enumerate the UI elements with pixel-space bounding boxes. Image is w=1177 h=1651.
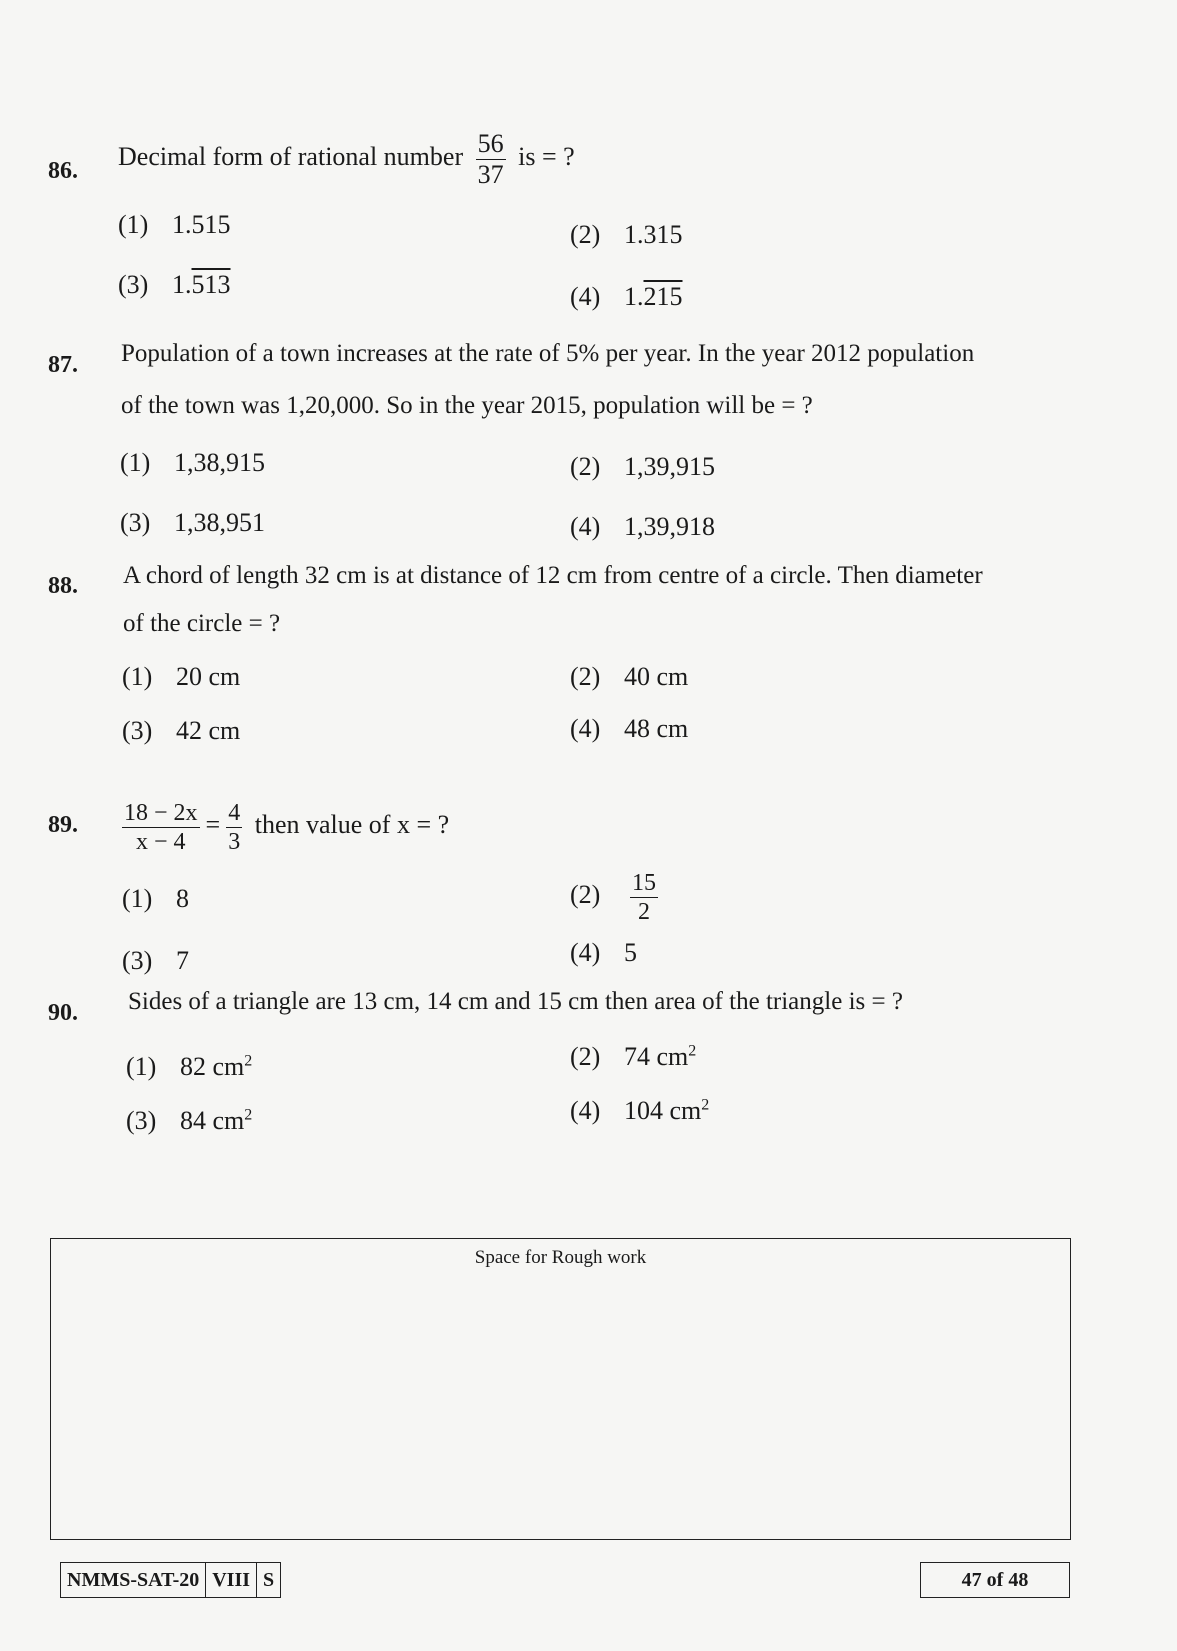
fraction-denominator: 37 xyxy=(477,159,504,189)
option-value: 84 cm xyxy=(180,1106,245,1135)
option-label: (3) xyxy=(122,946,153,975)
option-value-repeating: 513 xyxy=(191,270,231,299)
question-text-line-1: Population of a town increases at the rate of 5% per year. In the year 2012 population xyxy=(121,340,975,367)
option-label: (4) xyxy=(570,1096,601,1125)
option-value: 1,39,918 xyxy=(624,512,715,541)
question-text-after: is = ? xyxy=(518,142,575,171)
fraction-numerator: 56 xyxy=(477,128,504,158)
option-label: (1) xyxy=(126,1052,157,1081)
option-value: 74 cm xyxy=(624,1042,689,1071)
option-value: 42 cm xyxy=(176,716,241,745)
option-label: (1) xyxy=(118,210,149,239)
rhs-denominator: 3 xyxy=(228,828,241,855)
option-label: (4) xyxy=(570,282,601,311)
option-value: 82 cm xyxy=(180,1052,245,1081)
option-label: (1) xyxy=(120,448,151,477)
option-3[interactable] xyxy=(126,1106,252,1136)
option-2[interactable] xyxy=(570,1042,696,1072)
option-value: 1,38,951 xyxy=(174,508,265,537)
question-text-before: Decimal form of rational number xyxy=(118,142,464,171)
page-number: 47 of 48 xyxy=(920,1562,1070,1598)
question-text xyxy=(118,122,575,192)
option-label: (3) xyxy=(118,270,149,299)
footer-exam-code xyxy=(60,1562,281,1598)
fraction-numerator: 15 xyxy=(632,869,656,896)
fraction xyxy=(476,129,506,190)
option-4[interactable] xyxy=(570,714,688,744)
option-label: (3) xyxy=(126,1106,157,1135)
option-4[interactable] xyxy=(570,512,715,542)
exam-class: VIII xyxy=(205,1563,256,1597)
option-1[interactable] xyxy=(118,210,231,240)
option-value: 1,38,915 xyxy=(174,448,265,477)
option-value: 8 xyxy=(176,884,189,913)
question-number: 90. xyxy=(48,1000,78,1026)
option-value-prefix: 1. xyxy=(624,282,644,311)
option-value: 5 xyxy=(624,938,637,967)
option-value: 1.515 xyxy=(172,210,231,239)
option-1[interactable] xyxy=(122,884,189,914)
option-4[interactable] xyxy=(570,938,637,968)
option-value: 40 cm xyxy=(624,662,689,691)
question-number: 87. xyxy=(48,352,78,378)
option-value: 48 cm xyxy=(624,714,689,743)
option-superscript: 2 xyxy=(701,1096,710,1114)
exam-set: S xyxy=(256,1563,280,1597)
question-text-line-2: of the town was 1,20,000. So in the year 2015, population will be = ? xyxy=(121,392,813,419)
rough-work-area xyxy=(50,1238,1071,1540)
option-superscript: 2 xyxy=(244,1106,253,1124)
question-equation xyxy=(122,790,449,860)
fraction-denominator: 2 xyxy=(638,898,650,925)
option-2[interactable] xyxy=(570,452,715,482)
option-2[interactable] xyxy=(570,220,683,250)
rhs-numerator: 4 xyxy=(228,799,241,826)
option-label: (4) xyxy=(570,938,601,967)
option-value: 104 cm xyxy=(624,1096,702,1125)
lhs-denominator: x − 4 xyxy=(136,828,186,855)
option-value: 7 xyxy=(176,946,189,975)
option-4[interactable] xyxy=(570,282,683,312)
option-label: (2) xyxy=(570,452,601,481)
option-1[interactable] xyxy=(126,1052,252,1082)
option-superscript: 2 xyxy=(688,1042,697,1060)
question-number: 88. xyxy=(48,573,78,599)
option-label: (2) xyxy=(570,1042,601,1071)
option-3[interactable] xyxy=(118,270,231,300)
option-value: 1,39,915 xyxy=(624,452,715,481)
lhs-fraction xyxy=(122,799,200,856)
question-text-line-2: of the circle = ? xyxy=(123,610,281,637)
option-1[interactable] xyxy=(120,448,265,478)
option-1[interactable] xyxy=(122,662,240,692)
option-value-prefix: 1. xyxy=(172,270,192,299)
option-label: (2) xyxy=(570,880,601,909)
option-value: 1.315 xyxy=(624,220,683,249)
option-label: (4) xyxy=(570,714,601,743)
option-fraction xyxy=(630,869,658,926)
equals-sign: = xyxy=(205,810,221,839)
question-text: Sides of a triangle are 13 cm, 14 cm and 15 cm then area of the triangle is = ? xyxy=(128,988,903,1015)
lhs-numerator: 18 − 2x xyxy=(124,799,198,826)
option-label: (2) xyxy=(570,662,601,691)
option-value: 20 cm xyxy=(176,662,241,691)
rough-work-title: Space for Rough work xyxy=(474,1247,647,1268)
rhs-fraction xyxy=(226,799,242,856)
option-4[interactable] xyxy=(570,1096,709,1126)
question-number: 86. xyxy=(48,158,78,184)
option-label: (2) xyxy=(570,220,601,249)
option-3[interactable] xyxy=(122,716,240,746)
question-text-line-1: A chord of length 32 cm is at distance of 12 cm from centre of a circle. Then diameter xyxy=(123,562,983,589)
option-2[interactable] xyxy=(570,662,688,692)
option-value-repeating: 215 xyxy=(643,282,683,311)
option-label: (3) xyxy=(120,508,151,537)
option-label: (1) xyxy=(122,662,153,691)
option-3[interactable] xyxy=(122,946,189,976)
option-2[interactable] xyxy=(570,860,664,930)
option-label: (3) xyxy=(122,716,153,745)
exam-code: NMMS-SAT-20 xyxy=(67,1569,200,1591)
option-3[interactable] xyxy=(120,508,265,538)
option-label: (4) xyxy=(570,512,601,541)
question-number: 89. xyxy=(48,812,78,838)
question-text-after: then value of x = ? xyxy=(254,810,450,839)
option-superscript: 2 xyxy=(244,1052,253,1070)
option-label: (1) xyxy=(122,884,153,913)
